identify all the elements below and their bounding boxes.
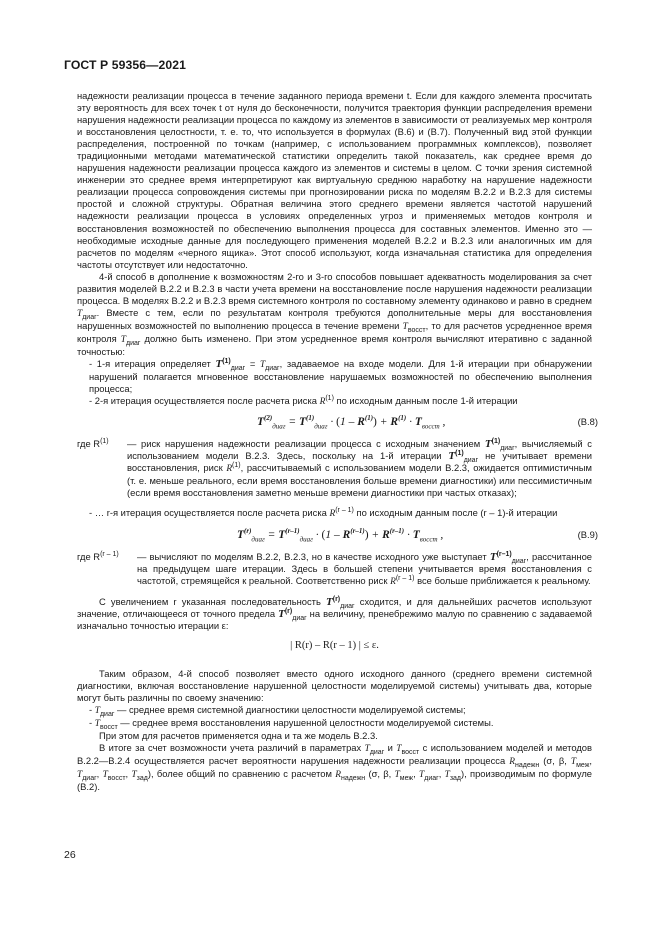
same-model-note: При этом для расчетов применяется одна и та же модель В.2.3. [99, 730, 378, 742]
page-number: 26 [64, 849, 76, 861]
bullet-t-diag: - $T_{диаг}$ — среднее время системной диагностики целостности моделируемой системы; [89, 703, 466, 718]
document-header: ГОСТ Р 59356—2021 [64, 58, 186, 72]
iteration-1: - 1-я итерация определяет $T^{(1)}_{диаг} = T_{диаг}$, задаваемое на входе модели. Для 1-й итерации при обнаружении нарушений полагается мгновенное восстановление нарушаемых возможностей по обеспечению выполнения процесса; [89, 357, 592, 395]
final-paragraph: В итоге за счет возможности учета различий в параметрах $T_{диаг}$ и $T_{восст}$ с использованием моделей и методов В.2.2—В.2.4 осуществляется расчет вероятности нарушения надежности реализации процесса $R_{надежн}$ (σ, β, $T_{меж}$, $T_{диаг}$, $T_{восст}$, $T_{зад}$), более общий по сравнению с расчетом $R_{надежн}$ (σ, β, $T_{меж}$, $T_{диаг}$, $T_{зад}$), производимым по формуле (В.2). [77, 742, 593, 793]
bullet-t-vosst: - $T_{восст}$ — среднее время восстановления нарушенной целостности моделируемой системы. [89, 717, 494, 731]
convergence-paragraph: С увеличением r указанная последовательность $T^{(r)}_{диаг}$ сходится, и для дальнейших расчетов используют значение, отличающееся от точного предела $T^{(r)}_{диаг}$ на величину, пренебрежимо малую по сравнению с задаваемой изначально точностью итерации ε: [77, 595, 593, 631]
convergence-condition: | R(r) – R(r – 1) | ≤ ε. [290, 639, 379, 651]
where-block-2: где $R^{(r - 1)}$ — вычисляют по моделям В.2.2, В.2.3, но в качестве исходного уже выступает $T^{(r-1)}_{диаг}$, рассчитанное на предыдущем шаге итерации. Здесь в большей степени учитывается время восстановления с частотой, стремящейся к реальной. Соответственно риск $R^{(r - 1)}$ все больше приближается к реальному. [77, 550, 592, 587]
paragraph-method-4: 4-й способ в дополнение к возможностям 2-го и 3-го способов повышает адекватность моделирования за счет развития моделей В.2.2 и В.2.3 в части учета времени на восстановление после нарушения надежности реализации процесса. В моделях В.2.2 и В.2.3 время системного контроля по составному элементу одинаково и равно в среднем $T_{диаг}$. Вместе с тем, если по результатам контроля требуются дополнительные меры для восстановления нарушенных возможностей по выполнению процесса в течение времени $T_{восст}$, то для расчетов усредненное время контроля $T_{диаг}$ должно быть изменено. При этом усредненное время контроля вычисляют итеративно с заданной точностью: [77, 270, 592, 357]
conclusion-paragraph: Таким образом, 4-й способ позволяет вместо одного исходного данного (среднего времени системной диагностики, включая восстановление нарушенной целостности моделируемой системы) учитывать два, которые могут быть различны по своему значению: [77, 667, 592, 703]
paragraph-1: надежности реализации процесса в течение заданного периода времени t. Если для каждого элемента просчитать эту вероятность для всех точек t от нуля до бесконечности, получится траектория функции распределения времени нарушения надежности реализации процесса по каждому из элементов в зависимости от реализуемых мер контроля и восстановления целостности, т. е. то, что используется в формулах (В.6) и (В.7). Полученный вид этой функции распределения, построенной по точкам (например, с использованием программных комплексов), позволяет традиционными методами математической статистики определить такой показатель, как среднее время до нарушения надежности реализации процесса каждого из элементов и системы в целом. С точки зрения системной инженерии это среднее время интерпретируют как виртуальную среднюю наработку на нарушение надежности реализации процесса сопровождения системы при прогнозировании риска по моделям В.2.2 и В.2.3 для системы простой и сложной структуры. Обратная величина этого среднего времени является частотой нарушений надежности реализации процесса в условиях определенных угроз и применяемых методов контроля и восстановления возможностей по обеспечению выполнения процесса для составных элементов. Именно это — необходимые исходные данные для последующего применения моделей В.2.2 и В.2.3 или аналогичных им для расчетов по моделям «черного ящика». Этот способ используют, когда изначальная статистика для определения частоты отсутствует или недостаточно. [77, 90, 592, 270]
formula-b9-expression: $T^{(r)}_{диаг} = T^{(r-1)}_{диаг} \cdot (1 - R^{(r-1)}) + R^{(r-1)} \cdot T_{восст}$ , [237, 526, 444, 543]
iteration-r: - … r-я итерация осуществляется после расчета риска $R^{(r - 1)}$ по исходным данным после (r – 1)-й итерации [89, 507, 558, 520]
iteration-2: - 2-я итерация осуществляется после расчета риска $R^{(1)}$ по исходным данным после 1-й итерации [89, 395, 518, 408]
formula-b9-number: (В.9) [577, 528, 598, 540]
where-block-1: где $R^{(1)}$ — риск нарушения надежности реализации процесса с исходным значением $T^{(1)}_{диаг}$, вычисляемый с использованием модели В.2.3. Здесь, поскольку на 1-й итерации $T^{(1)}_{диаг}$ не учитывает времени восстановления, риск $R^{(1)}$, рассчитываемый с использованием модели В.2.3, ожидается оптимистичным (т. е. меньше реального, если время восстановления больше времени диагностики) или пессимистичным (если время восстановления заметно меньше времени диагностики при частых отказах); [77, 438, 592, 499]
formula-b8-number: (В.8) [577, 416, 598, 428]
formula-b9 [77, 521, 598, 551]
formula-b8-expression: $T^{(2)}_{диаг} = T^{(1)}_{диаг} \cdot (1 - R^{(1)}) + R^{(1)} \cdot T_{восст}$ , [257, 414, 446, 431]
body-text [77, 90, 598, 793]
formula-b8 [77, 408, 598, 438]
